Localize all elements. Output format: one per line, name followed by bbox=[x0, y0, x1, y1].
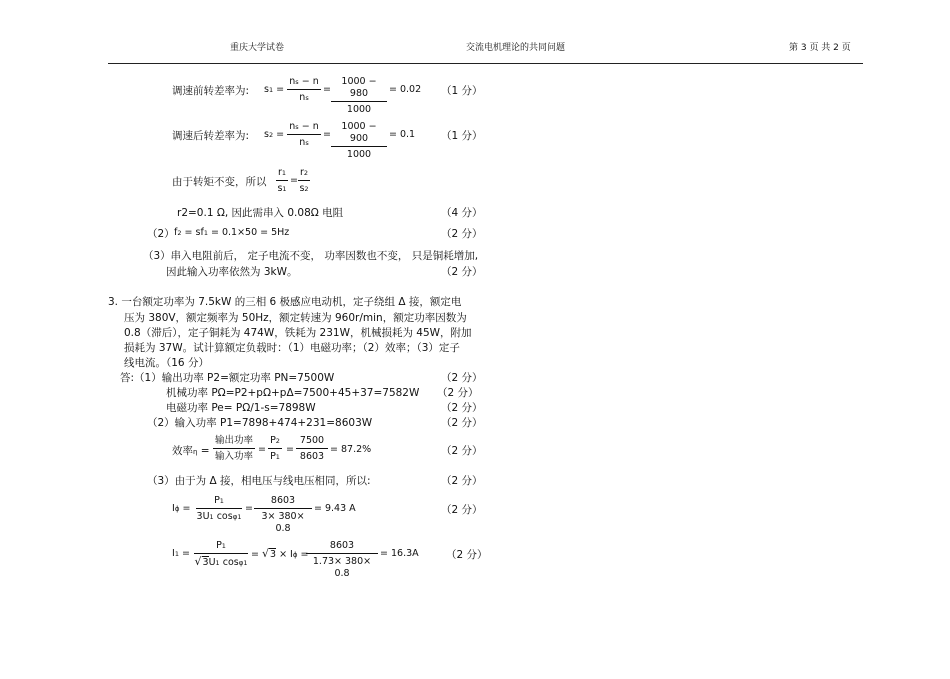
header-center: 交流电机理论的共同问题 bbox=[466, 43, 566, 53]
i1-middle: = √3 × Iϕ = bbox=[251, 547, 309, 560]
s2-score: （1 分） bbox=[441, 130, 483, 142]
s1-score: （1 分） bbox=[441, 85, 483, 97]
s1-fraction-numeric: 1000 − 980 1000 bbox=[331, 76, 387, 116]
q3-answer-4-score: （2 分） bbox=[441, 417, 483, 429]
i1-fraction-symbolic: P1 √3U1 cosφ1 bbox=[194, 540, 248, 568]
q3-answer-3: 电磁功率 Pe= PΩ/1-s=7898W bbox=[166, 402, 316, 414]
i1-score: （2 分） bbox=[446, 549, 488, 561]
q3-part3-score: （2 分） bbox=[441, 475, 483, 487]
i1-fraction-numeric: 8603 1.73× 380× 0.8 bbox=[306, 540, 378, 580]
s2-lhs: s2 = bbox=[264, 129, 285, 140]
s2-fraction-numeric: 1000 − 900 1000 bbox=[331, 121, 387, 161]
iphi-fraction-numeric: 8603 3× 380× 0.8 bbox=[254, 495, 312, 535]
iphi-lhs: Iϕ = bbox=[172, 503, 191, 514]
s2-equals: = bbox=[323, 129, 331, 140]
efficiency-result: = 87.2% bbox=[330, 444, 372, 455]
q3-line2: 压为 380V，额定频率为 50Hz，额定转速为 960r/min，额定功率因数为 bbox=[124, 312, 467, 324]
part3-score: （2 分） bbox=[441, 266, 483, 278]
sqrt-symbol: √3 bbox=[194, 555, 209, 568]
r2-score: （4 分） bbox=[441, 207, 483, 219]
f2-score: （2 分） bbox=[441, 228, 483, 240]
torque-fraction-1: r1 s1 bbox=[277, 167, 287, 194]
f2-equation: f2 = sf1 = 0.1×50 = 5Hz bbox=[174, 227, 290, 238]
s2-result: = 0.1 bbox=[389, 129, 416, 140]
header-page-number: 第 3 页 共 2 页 bbox=[789, 43, 851, 53]
r2-text: r2=0.1 Ω, 因此需串入 0.08Ω 电阻 bbox=[177, 207, 344, 219]
efficiency-label: 效率η = bbox=[172, 445, 210, 457]
q3-answer-4: （2）输入功率 P1=7898+474+231=8603W bbox=[147, 417, 373, 429]
q3-answer-1: 答:（1）输出功率 P2=额定功率 PN=7500W bbox=[120, 372, 335, 384]
efficiency-fraction-symbols: P2 P1 bbox=[268, 435, 282, 463]
s1-equals: = bbox=[323, 84, 331, 95]
s1-label: 调速前转差率为: bbox=[172, 85, 250, 97]
efficiency-equals-2: = bbox=[286, 444, 294, 455]
q3-line1: 3. 一台额定功率为 7.5kW 的三相 6 极感应电动机，定子绕组 Δ 接，额定电 bbox=[108, 296, 462, 308]
iphi-fraction-symbolic: P1 3U1 cosφ1 bbox=[196, 495, 242, 522]
iphi-result: = 9.43 A bbox=[314, 503, 356, 514]
part3-line1: （3）串入电阻前后， 定子电流不变， 功率因数也不变， 只是铜耗增加, bbox=[143, 250, 479, 262]
s1-fraction-symbolic: ns − n ns bbox=[287, 76, 321, 104]
part3-line2: 因此输入功率依然为 3kW。 bbox=[166, 266, 298, 278]
i1-lhs: I1 = bbox=[172, 548, 190, 559]
q3-line4: 损耗为 37W。试计算额定负载时：（1）电磁功率；（2）效率；（3）定子 bbox=[124, 342, 460, 354]
efficiency-equals-1: = bbox=[258, 444, 266, 455]
f2-label: （2） bbox=[147, 228, 175, 240]
iphi-score: （2 分） bbox=[441, 504, 483, 516]
efficiency-fraction-words: 输出功率 输入功率 bbox=[214, 435, 253, 462]
torque-fraction-2: r2 s2 bbox=[299, 167, 309, 194]
q3-answer-3-score: （2 分） bbox=[441, 402, 483, 414]
q3-answer-2-score: （2 分） bbox=[437, 387, 479, 399]
s1-lhs: s1 = bbox=[264, 84, 285, 95]
sqrt-symbol: √3 bbox=[261, 547, 277, 560]
q3-answer-2: 机械功率 PΩ=P2+pΩ+pΔ=7500+45+37=7582W bbox=[166, 387, 420, 399]
s2-fraction-symbolic: ns − n ns bbox=[287, 121, 321, 149]
iphi-equals: = bbox=[245, 503, 253, 514]
q3-answer-1-score: （2 分） bbox=[441, 372, 483, 384]
q3-part3-text: （3）由于为 Δ 接，相电压与线电压相同，所以: bbox=[147, 475, 371, 487]
header-rule bbox=[108, 63, 863, 64]
efficiency-fraction-numeric: 7500 8603 bbox=[296, 435, 328, 463]
efficiency-score: （2 分） bbox=[441, 445, 483, 457]
q3-line5: 线电流。（16 分） bbox=[124, 357, 209, 369]
torque-text: 由于转矩不变，所以 bbox=[172, 176, 267, 188]
s2-label: 调速后转差率为: bbox=[172, 130, 250, 142]
i1-result: = 16.3A bbox=[380, 548, 419, 559]
torque-equals: = bbox=[290, 175, 298, 186]
q3-line3: 0.8（滞后），定子铜耗为 474W，铁耗为 231W，机械损耗为 45W，附加 bbox=[124, 327, 472, 339]
s1-result: = 0.02 bbox=[389, 84, 422, 95]
header-left: 重庆大学试卷 bbox=[230, 43, 285, 53]
